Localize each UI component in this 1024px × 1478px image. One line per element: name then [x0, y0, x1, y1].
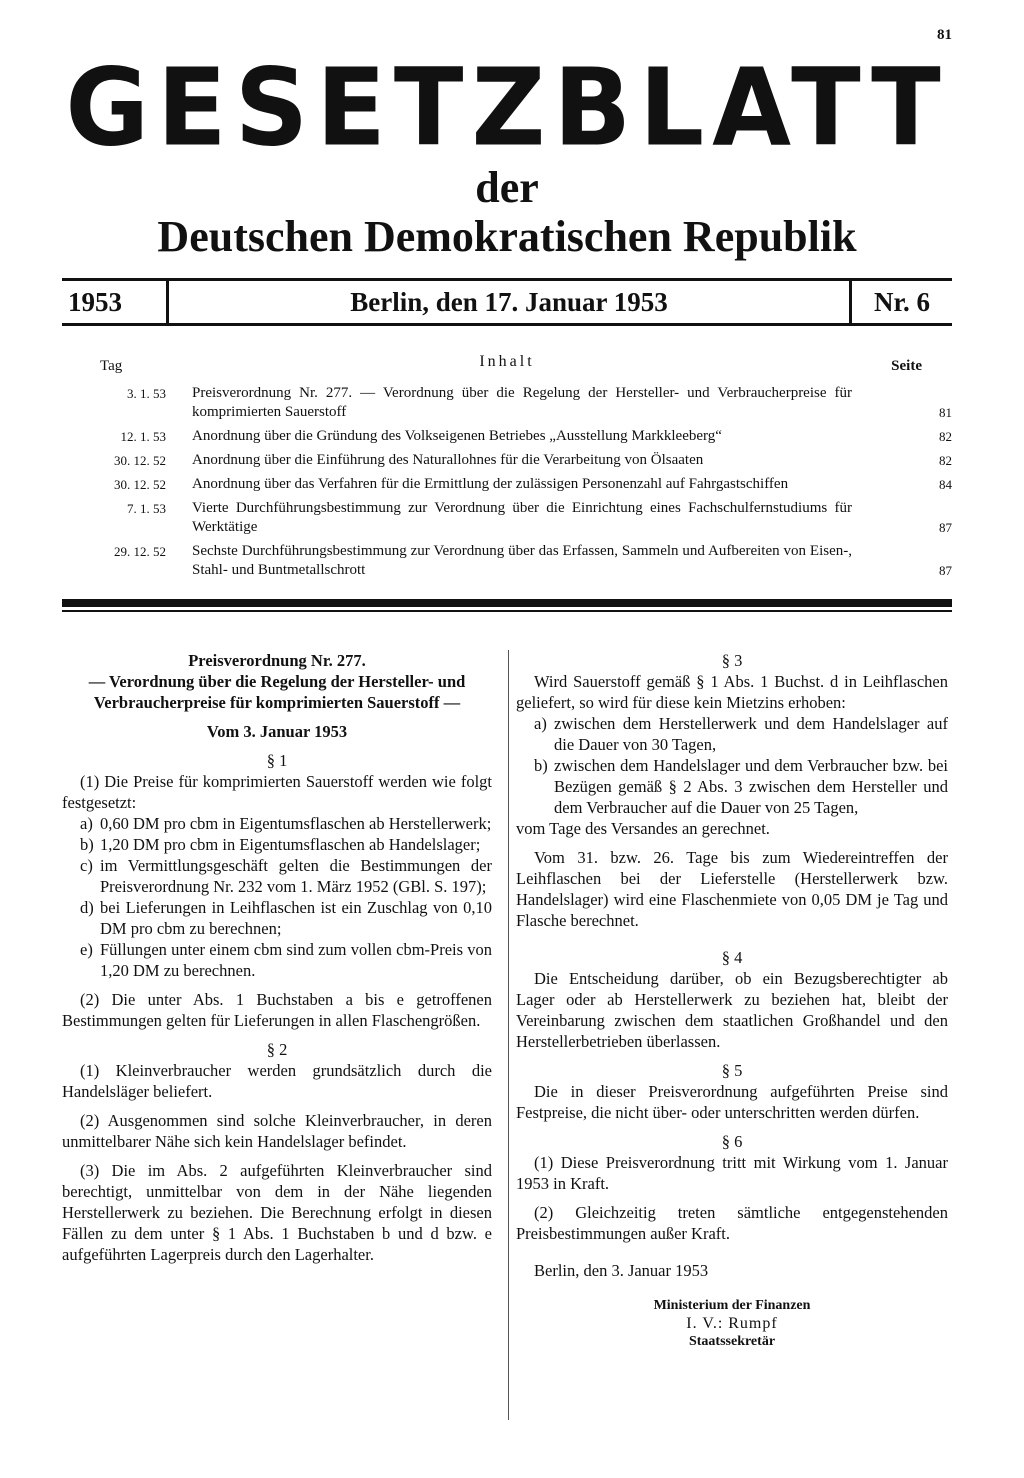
section-heading: § 3 — [721, 651, 743, 670]
toc-row[interactable] — [62, 499, 952, 537]
subtitle-der: der — [475, 163, 539, 212]
toc-title: Inhalt — [479, 353, 535, 370]
issue-number: Nr. 6 — [849, 281, 952, 323]
list-text: bei Lieferungen in Leihflaschen ist ein Zuschlag von 0,10 DM pro cbm zu berechnen; — [100, 898, 492, 938]
ordinance-title: Preisverordnung Nr. 277. — [188, 651, 366, 670]
ministry-name: Ministerium der Finanzen — [653, 1298, 811, 1313]
toc-page: 82 — [939, 453, 952, 468]
toc-row[interactable] — [62, 427, 952, 446]
toc-col-page: Seite — [891, 358, 922, 374]
list-marker: a) — [80, 814, 93, 833]
toc-entry: Anordnung über das Verfahren für die Ermittlung der zulässigen Personenzahl auf Fahrgastschiffen — [192, 476, 789, 492]
list-item — [62, 855, 492, 897]
masthead-title: GESETZBLATT — [65, 46, 949, 171]
section-heading: § 1 — [266, 751, 288, 770]
toc-date: 29. 12. 52 — [114, 544, 166, 559]
toc-row[interactable] — [62, 451, 952, 470]
paragraph: Die in dieser Preisverordnung aufgeführten Preise sind Festpreise, die nicht über- oder unterschritten werden dürfen. — [516, 1082, 948, 1122]
toc-page: 84 — [939, 477, 952, 492]
page-number: 81 — [937, 27, 952, 43]
signer-name: I. V.: Rumpf — [686, 1315, 778, 1332]
place-date: Berlin, den 3. Januar 1953 — [534, 1261, 709, 1280]
list-text: 1,20 DM pro cbm in Eigentumsflaschen ab Handelslager; — [100, 835, 481, 854]
section-heading: § 6 — [721, 1132, 743, 1151]
toc-row[interactable] — [62, 475, 952, 494]
list-item — [516, 713, 948, 755]
list-item — [62, 897, 492, 939]
ordinance-subtitle: — Verordnung über die Regelung der Hersteller- und Verbraucherpreise für komprimierten Sauerstoff — — [88, 672, 466, 712]
toc-entry: Anordnung über die Einführung des Naturallohnes für die Verarbeitung von Ölsaaten — [192, 452, 704, 468]
toc-date: 30. 12. 52 — [114, 477, 166, 492]
toc-row[interactable] — [62, 542, 952, 580]
paragraph: Wird Sauerstoff gemäß § 1 Abs. 1 Buchst. d in Leihflaschen geliefert, so wird für diese kein Mietzins erhoben: — [516, 672, 948, 712]
toc-date: 30. 12. 52 — [114, 453, 166, 468]
ordinance-date: Vom 3. Januar 1953 — [206, 722, 348, 741]
paragraph: (1) Kleinverbraucher werden grundsätzlich durch die Handelsläger beliefert. — [62, 1061, 492, 1101]
toc-date: 7. 1. 53 — [127, 501, 166, 516]
toc-entry: Sechste Durchführungsbestimmung zur Verordnung über das Erfassen, Sammeln und Aufbereiten von Eisen-, Stahl- und Buntmetallschrott — [192, 543, 852, 578]
section-heading: § 4 — [721, 948, 743, 967]
subtitle-republic: Deutschen Demokratischen Republik — [157, 212, 857, 261]
list-marker: d) — [80, 898, 94, 917]
column-divider — [508, 650, 509, 1420]
list-item — [62, 813, 492, 834]
list-item — [62, 939, 492, 981]
toc-col-date: Tag — [100, 358, 123, 374]
list-text: im Vermittlungsgeschäft gelten die Bestimmungen der Preisverordnung Nr. 232 vom 1. März 1952 (GBl. S. 197); — [100, 856, 492, 896]
divider-thick — [62, 599, 952, 607]
toc-page: 87 — [939, 520, 952, 535]
paragraph: (3) Die im Abs. 2 aufgeführten Kleinverbraucher sind berechtigt, unmittelbar von dem in der Nähe liegenden Herstellerwerk zu beziehen. Die Berechnung erfolgt in diesen Fällen zu dem unter § 1 Abs. 1 Buchstaben b und d bzw. e aufgeführten Lagerpreis durch den Lagerhalter. — [62, 1161, 492, 1264]
paragraph: (2) Gleichzeitig treten sämtliche entgegenstehenden Preisbestimmungen außer Kraft. — [516, 1203, 948, 1243]
paragraph: (1) Diese Preisverordnung tritt mit Wirkung vom 1. Januar 1953 in Kraft. — [516, 1153, 948, 1193]
list-marker: e) — [80, 940, 93, 959]
toc-entry: Preisverordnung Nr. 277. — Verordnung über die Regelung der Hersteller- und Verbraucherpreise für komprimierten Sauerstoff — [192, 385, 852, 420]
paragraph: Die Entscheidung darüber, ob ein Bezugsberechtigter ab Lager oder ab Herstellerwerk zu beziehen hat, bleibt der Vereinbarung zwischen dem staatlichen Großhandel und den Herstellerbetrieben überlassen. — [516, 969, 948, 1051]
toc-page: 81 — [939, 405, 952, 420]
list-marker: a) — [534, 714, 547, 733]
paragraph: vom Tage des Versandes an gerechnet. — [516, 819, 770, 838]
list-item — [516, 755, 948, 818]
list-text: Füllungen unter einem cbm sind zum vollen cbm-Preis von 1,20 DM zu berechnen. — [100, 940, 492, 980]
signer-title: Staatssekretär — [688, 1334, 776, 1349]
toc-date: 3. 1. 53 — [127, 386, 166, 401]
list-text: zwischen dem Handelslager und dem Verbraucher bzw. bei Bezügen gemäß § 2 Abs. 3 zwischen dem Hersteller und dem Verbraucher auf die Dauer von 25 Tagen, — [554, 756, 948, 817]
toc-entry: Vierte Durchführungsbestimmung zur Verordnung über die Einrichtung eines Fachschulfernstudiums für Werktätige — [192, 500, 852, 535]
toc-entry: Anordnung über die Gründung des Volkseigenen Betriebes „Ausstellung Markkleeberg“ — [192, 428, 722, 444]
issue-date: Berlin, den 17. Januar 1953 — [350, 286, 668, 317]
toc-page: 87 — [939, 563, 952, 578]
list-marker: b) — [534, 756, 548, 775]
issue-bar — [62, 278, 952, 326]
left-column — [62, 650, 492, 1265]
list-text: 0,60 DM pro cbm in Eigentumsflaschen ab Herstellerwerk; — [100, 814, 492, 833]
divider-thin — [62, 610, 952, 612]
paragraph: (2) Ausgenommen sind solche Kleinverbraucher, in deren unmittelbarer Nähe sich kein Handelslager befindet. — [62, 1111, 492, 1151]
paragraph: (2) Die unter Abs. 1 Buchstaben a bis e getroffenen Bestimmungen gelten für Lieferungen in allen Flaschengrößen. — [62, 990, 492, 1030]
signature-block — [516, 1297, 948, 1351]
toc-date: 12. 1. 53 — [120, 429, 166, 444]
paragraph: Vom 31. bzw. 26. Tage bis zum Wiedereintreffen der Leihflaschen bei der Lieferstelle (Herstellerwerk bzw. Handelslager) wird eine Flaschenmiete von 0,05 DM je Tag und Flasche berechnet. — [516, 848, 948, 930]
toc-page: 82 — [939, 429, 952, 444]
issue-year: 1953 — [62, 281, 169, 323]
list-marker: c) — [80, 856, 93, 875]
list-item — [62, 834, 492, 855]
section-heading: § 2 — [266, 1040, 288, 1059]
paragraph: (1) Die Preise für komprimierten Sauerstoff werden wie folgt festgesetzt: — [62, 772, 492, 812]
toc-row[interactable] — [62, 384, 952, 422]
list-marker: b) — [80, 835, 94, 854]
list-text: zwischen dem Herstellerwerk und dem Handelslager auf die Dauer von 30 Tagen, — [554, 714, 948, 754]
section-heading: § 5 — [721, 1061, 743, 1080]
right-column — [516, 650, 948, 1351]
table-of-contents — [62, 384, 952, 585]
